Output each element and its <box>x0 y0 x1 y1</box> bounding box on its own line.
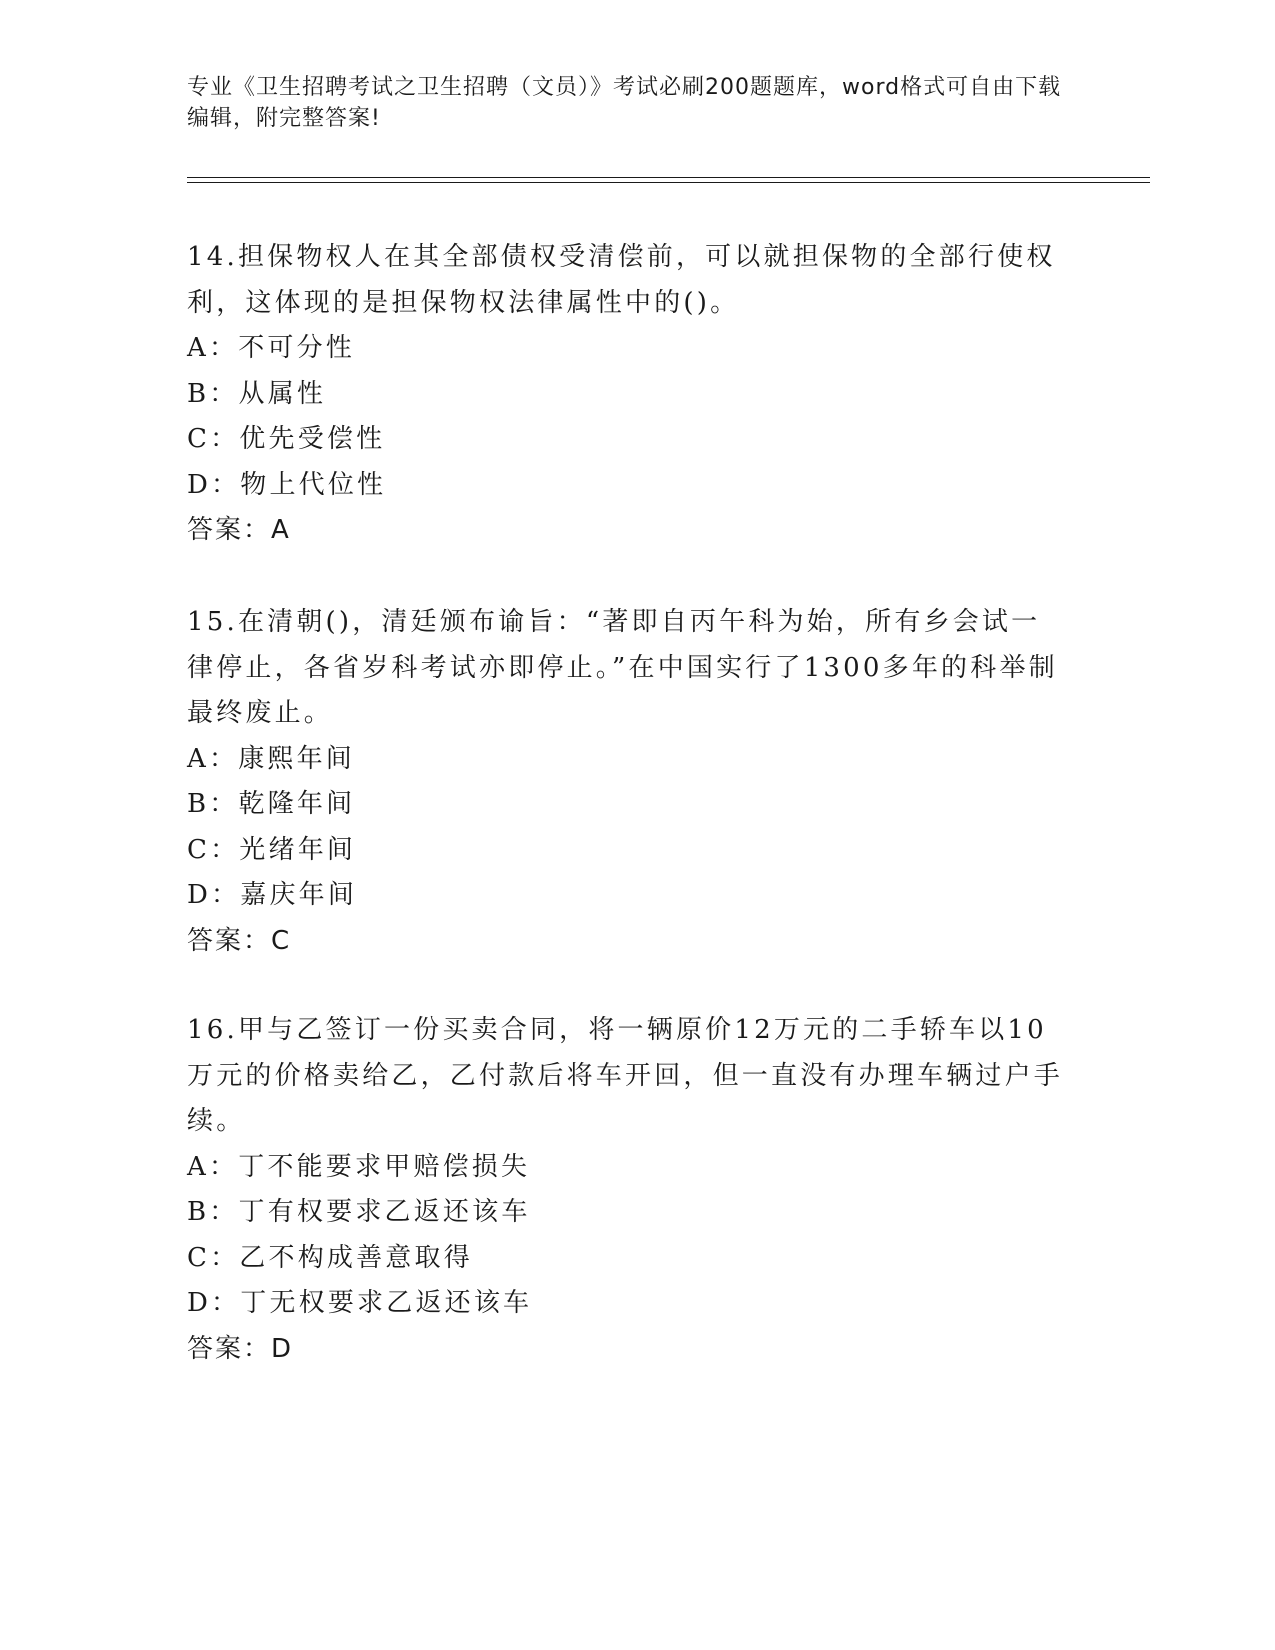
question-15 <box>187 600 1067 964</box>
option-text: 从属性 <box>238 378 327 409</box>
option-key: A： <box>187 743 239 774</box>
option-b <box>187 372 1067 418</box>
option-text: 丁无权要求乙返还该车 <box>240 1288 533 1318</box>
document-header: 专业《卫生招聘考试之卫生招聘（文员）》考试必刷200题题库，word格式可自由下载编辑，附完整答案! <box>187 75 1062 131</box>
option-d <box>187 1281 1067 1327</box>
option-b <box>187 1190 1067 1236</box>
option-d <box>187 873 1067 919</box>
option-c <box>187 417 1067 463</box>
option-text: 乾隆年间 <box>238 789 356 819</box>
option-key: C： <box>187 834 240 865</box>
question-16 <box>187 1008 1067 1372</box>
question-stem: 16.甲与乙签订一份买卖合同，将一辆原价12万元的二手轿车以10万元的价格卖给乙，乙付款后将车开回，但一直没有办理车辆过户手续。 <box>187 1015 1064 1136</box>
option-text: 乙不构成善意取得 <box>239 1242 473 1273</box>
question-14 <box>187 235 1067 554</box>
option-text: 丁不能要求甲赔偿损失 <box>238 1151 531 1182</box>
option-text: 康熙年间 <box>238 743 355 774</box>
answer-line: 答案：A <box>187 515 291 545</box>
option-a <box>187 326 1067 372</box>
option-key: D： <box>187 469 241 500</box>
answer-line: 答案：C <box>187 925 292 956</box>
header-divider-top <box>187 177 1150 178</box>
header-divider-bottom <box>187 182 1150 183</box>
option-d <box>187 463 1067 509</box>
option-text: 丁有权要求乙返还该车 <box>238 1197 531 1227</box>
option-text: 嘉庆年间 <box>240 880 358 910</box>
question-stem: 14.担保物权人在其全部债权受清偿前，可以就担保物的全部行使权利，这体现的是担保物权法律属性中的()。 <box>187 242 1056 318</box>
option-text: 不可分性 <box>238 333 355 363</box>
option-key: B： <box>187 378 239 409</box>
option-key: B： <box>187 1197 239 1227</box>
option-key: A： <box>187 1151 239 1182</box>
option-c <box>187 1236 1067 1282</box>
option-key: C： <box>187 424 240 454</box>
option-key: B： <box>187 789 239 819</box>
option-c <box>187 828 1067 874</box>
question-stem: 15.在清朝()，清廷颁布谕旨：“著即自丙午科为始，所有乡会试一律停止，各省岁科考试亦即停止。”在中国实行了1300多年的科举制最终废止。 <box>187 607 1058 728</box>
option-a <box>187 737 1067 783</box>
option-text: 物上代位性 <box>240 469 387 500</box>
option-key: A： <box>187 333 239 363</box>
option-a <box>187 1145 1067 1191</box>
option-key: D： <box>187 1288 241 1318</box>
option-key: D： <box>187 880 241 910</box>
option-key: C： <box>187 1242 240 1273</box>
option-text: 优先受偿性 <box>239 424 386 454</box>
option-text: 光绪年间 <box>239 834 357 865</box>
answer-line: 答案：D <box>187 1333 294 1364</box>
option-b <box>187 782 1067 828</box>
